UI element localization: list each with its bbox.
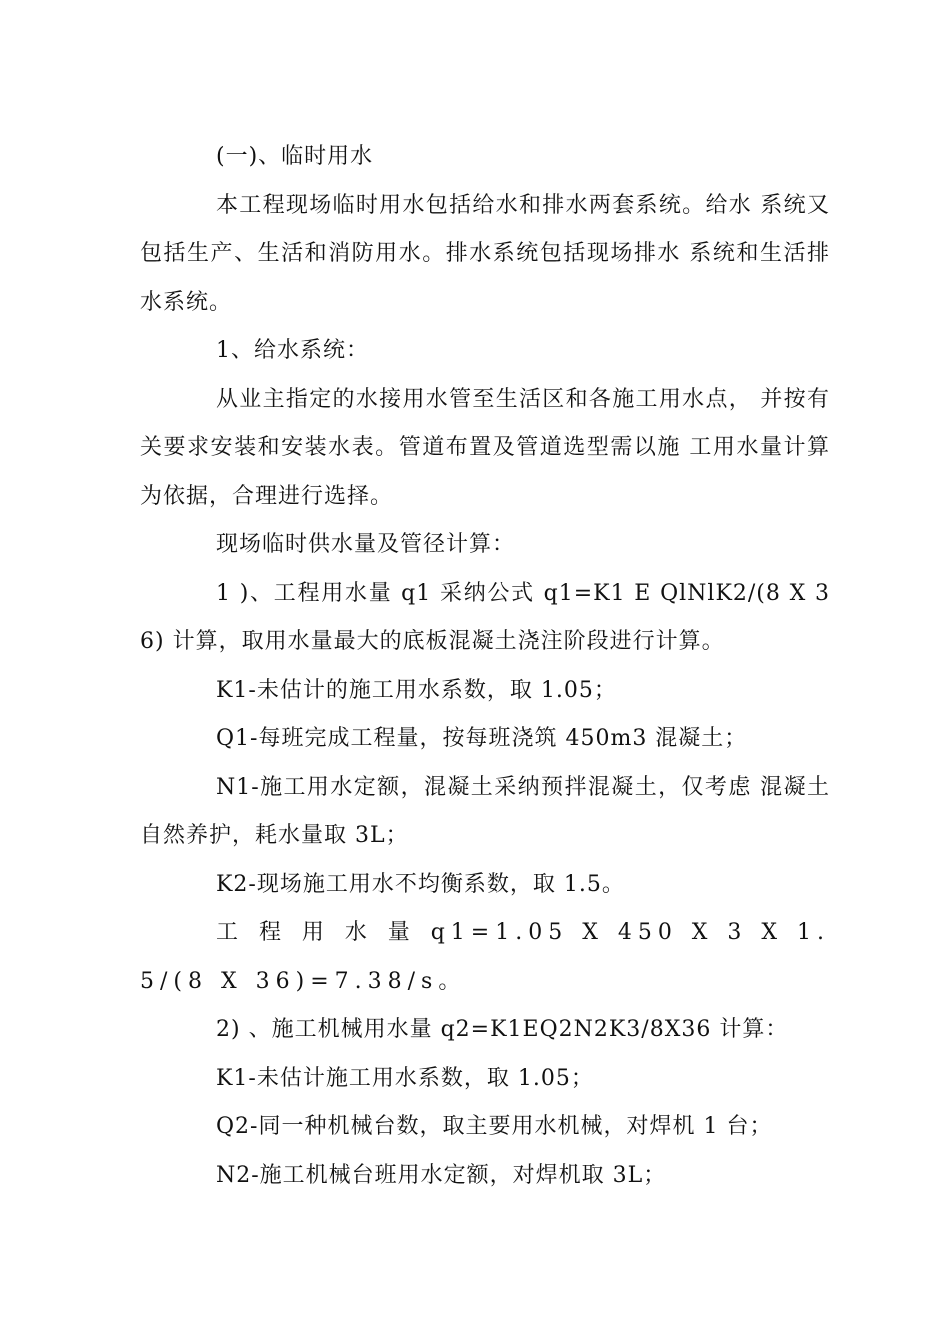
- paragraph-supply-calculation-intro: 现场临时供水量及管径计算：: [216, 532, 516, 557]
- paragraph-machinery-water-formula: 2) 、施工机械用水量 q2=K1EQ2N2K3/8X36 计算：: [216, 1017, 789, 1042]
- paragraph-pipe-installation: 从业主指定的水接用水管至生活区和各施工用水点， 并按有关要求安装和安装水表。管道布置及管道选型需以施 工用水量计算为依据，合理进行选择。: [140, 386, 830, 509]
- paragraph-n1-quota: N1-施工用水定额，混凝土采纳预拌混凝土，仅考虑 混凝土自然养护，耗水量取 3L；: [140, 774, 830, 848]
- paragraph-k2-coefficient: K2-现场施工用水不均衡系数，取 1.5。: [216, 871, 625, 897]
- section-heading-temporary-water: (一)、临时用水: [216, 144, 374, 169]
- paragraph-q2-machine-count: Q2-同一种机械台数，取主要用水机械，对焊机 1 台；: [216, 1114, 773, 1139]
- subheading-water-supply-system: 1、给水系统：: [216, 338, 369, 363]
- paragraph-engineering-water-result: 工 程 用 水 量 q1=1.05 X 450 X 3 X 1.5/(8 X 36)=7.38/s。: [140, 920, 830, 994]
- paragraph-k1-machinery-coefficient: K1-未估计施工用水系数，取 1.05；: [216, 1065, 594, 1091]
- document-body: [140, 133, 830, 1200]
- paragraph-k1-coefficient: K1-未估计的施工用水系数，取 1.05；: [216, 677, 617, 703]
- paragraph-n2-machine-quota: N2-施工机械台班用水定额，对焊机取 3L；: [216, 1162, 667, 1188]
- paragraph-q1-quantity: Q1-每班完成工程量，按每班浇筑 450m3 混凝土；: [216, 726, 748, 751]
- paragraph-engineering-water-formula: 1 )、工程用水量 q1 采纳公式 q1=K1 E QlNlK2/(8 X 36) 计算，取用水量最大的底板混凝土浇注阶段进行计算。: [140, 580, 830, 654]
- paragraph-water-system-overview: 本工程现场临时用水包括给水和排水两套系统。给水 系统又包括生产、生活和消防用水。排水系统包括现场排水 系统和生活排水系统。: [140, 192, 830, 315]
